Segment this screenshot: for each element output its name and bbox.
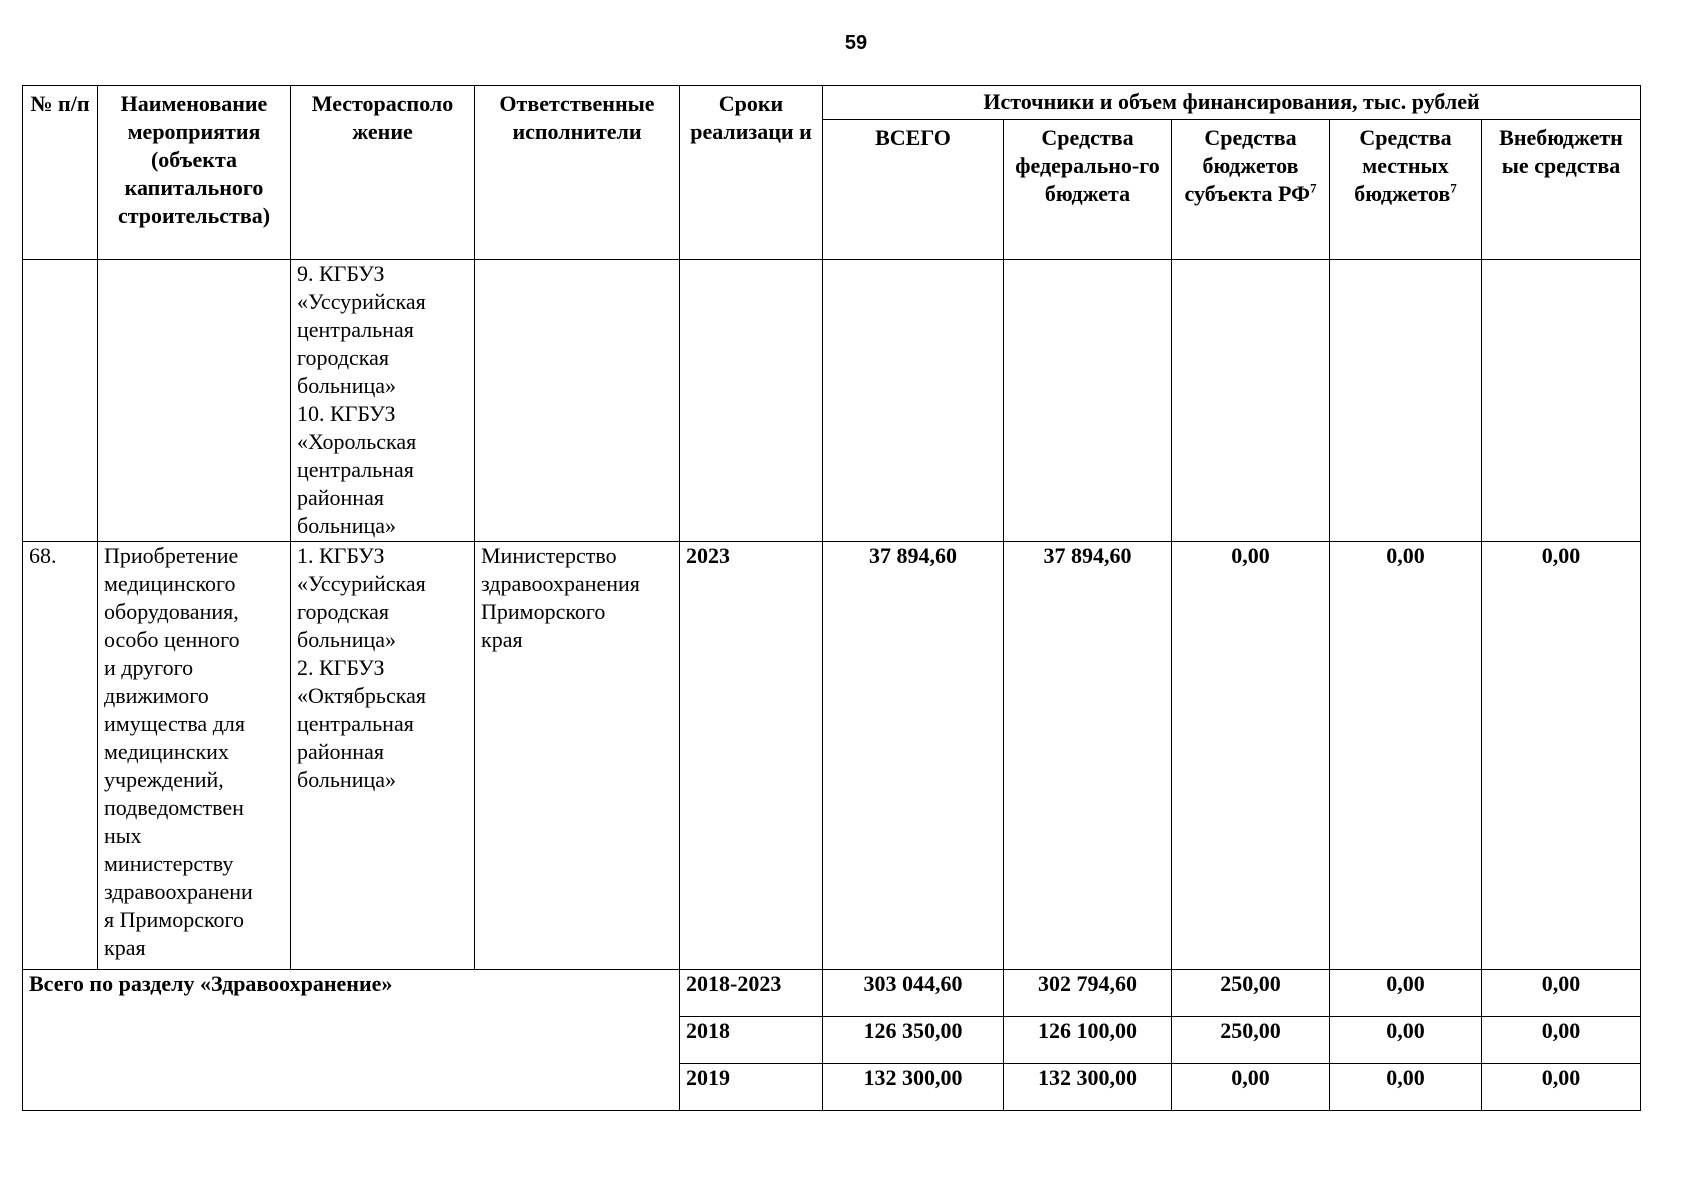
location-line: «Уссурийская	[297, 571, 426, 596]
location-line: городская	[297, 345, 390, 370]
location-line: районная	[297, 485, 384, 510]
header-local	[1330, 120, 1482, 260]
event-term: 2023	[680, 542, 823, 970]
cont-subject	[1172, 260, 1330, 542]
location-line: «Октябрьская	[297, 683, 426, 708]
cont-location	[291, 260, 475, 542]
cont-num	[23, 260, 98, 542]
header-total: ВСЕГО	[823, 120, 1004, 260]
name-line: имущества для	[104, 711, 245, 736]
name-line: ных	[104, 823, 142, 848]
total-local: 0,00	[1330, 1064, 1482, 1111]
location-line: больница»	[297, 513, 396, 538]
name-line: медицинских	[104, 739, 229, 764]
total-subject: 250,00	[1172, 970, 1330, 1017]
total-federal: 302 794,60	[1004, 970, 1172, 1017]
name-line: движимого	[104, 683, 209, 708]
location-line: «Хорольская	[297, 429, 417, 454]
header-num: № п/п	[23, 86, 98, 260]
executor-line: Приморского	[481, 599, 606, 624]
name-line: края	[104, 935, 146, 960]
header-subject-footnote: 7	[1309, 180, 1317, 196]
total-extra: 0,00	[1482, 970, 1641, 1017]
budget-table	[22, 85, 1641, 1111]
name-line: особо ценного	[104, 627, 240, 652]
event-executors	[475, 542, 680, 970]
name-line: медицинского	[104, 571, 236, 596]
location-line: 2. КГБУЗ	[297, 655, 385, 680]
header-subject	[1172, 120, 1330, 260]
location-line: 9. КГБУЗ	[297, 261, 385, 286]
event-location	[291, 542, 475, 970]
location-line: районная	[297, 739, 384, 764]
total-label: Всего по разделу «Здравоохранение»	[23, 970, 680, 1111]
event-local: 0,00	[1330, 542, 1482, 970]
cont-extra	[1482, 260, 1641, 542]
executor-line: Министерство	[481, 543, 617, 568]
header-row-1	[23, 86, 1641, 120]
total-period: 2018	[680, 1017, 823, 1064]
name-line: Приобретение	[104, 543, 239, 568]
cont-local	[1330, 260, 1482, 542]
table-row-68	[23, 542, 1641, 970]
location-line: больница»	[297, 767, 396, 792]
continuation-row	[23, 260, 1641, 542]
event-federal: 37 894,60	[1004, 542, 1172, 970]
total-local: 0,00	[1330, 970, 1482, 1017]
total-extra: 0,00	[1482, 1064, 1641, 1111]
name-line: я Приморского	[104, 907, 245, 932]
header-local-text: Средства местных бюджетов	[1354, 125, 1452, 206]
cont-executors	[475, 260, 680, 542]
header-extra: Внебюджетн ые средства	[1482, 120, 1641, 260]
event-extra: 0,00	[1482, 542, 1641, 970]
location-line: центральная	[297, 317, 414, 342]
event-subject: 0,00	[1172, 542, 1330, 970]
executor-line: здравоохранения	[481, 571, 640, 596]
total-subject: 250,00	[1172, 1017, 1330, 1064]
name-line: оборудования,	[104, 599, 239, 624]
executor-line: края	[481, 627, 523, 652]
location-line: центральная	[297, 457, 414, 482]
header-federal: Средства федерально-го бюджета	[1004, 120, 1172, 260]
header-location: Месторасполо жение	[291, 86, 475, 260]
header-subject-text: Средства бюджетов субъекта РФ	[1184, 125, 1310, 206]
location-line: больница»	[297, 627, 396, 652]
cont-federal	[1004, 260, 1172, 542]
cont-name	[98, 260, 291, 542]
location-line: городская	[297, 599, 390, 624]
location-line: 10. КГБУЗ	[297, 401, 396, 426]
total-federal: 126 100,00	[1004, 1017, 1172, 1064]
name-line: министерству	[104, 851, 234, 876]
name-line: и другого	[104, 655, 194, 680]
total-local: 0,00	[1330, 1017, 1482, 1064]
total-period: 2018-2023	[680, 970, 823, 1017]
header-executors: Ответственные исполнители	[475, 86, 680, 260]
header-terms: Сроки реализаци и	[680, 86, 823, 260]
total-extra: 0,00	[1482, 1017, 1641, 1064]
name-line: подведомствен	[104, 795, 244, 820]
header-name: Наименование мероприятия (объекта капитального строительства)	[98, 86, 291, 260]
location-line: больница»	[297, 373, 396, 398]
row-number: 68.	[23, 542, 98, 970]
location-line: центральная	[297, 711, 414, 736]
name-line: здравоохранени	[104, 879, 253, 904]
location-line: «Уссурийская	[297, 289, 426, 314]
total-sum: 303 044,60	[823, 970, 1004, 1017]
total-federal: 132 300,00	[1004, 1064, 1172, 1111]
header-financing: Источники и объем финансирования, тыс. рублей	[823, 86, 1641, 120]
total-sum: 126 350,00	[823, 1017, 1004, 1064]
event-total: 37 894,60	[823, 542, 1004, 970]
cont-terms	[680, 260, 823, 542]
location-line: 1. КГБУЗ	[297, 543, 385, 568]
name-line: учреждений,	[104, 767, 224, 792]
page-number: 59	[844, 32, 868, 54]
header-local-footnote: 7	[1450, 180, 1457, 196]
cont-total	[823, 260, 1004, 542]
total-subject: 0,00	[1172, 1064, 1330, 1111]
total-row	[23, 970, 1641, 1017]
event-name	[98, 542, 291, 970]
total-period: 2019	[680, 1064, 823, 1111]
total-sum: 132 300,00	[823, 1064, 1004, 1111]
